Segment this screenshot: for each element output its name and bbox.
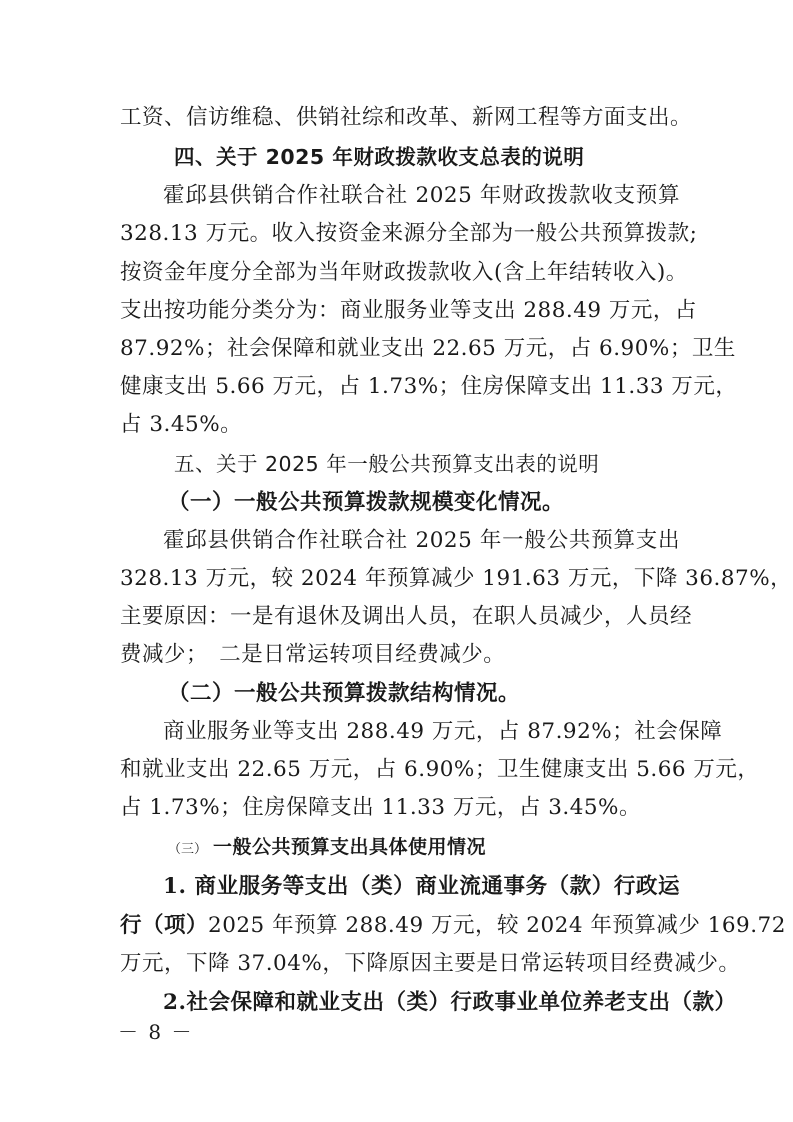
paragraph-line: 占 3.45%。: [120, 412, 243, 437]
paragraph-line: 健康支出 5.66 万元，占 1.73%；住房保障支出 11.33 万元，: [120, 374, 738, 399]
paragraph-line: 主要原因：一是有退休及调出人员，在职人员减少，人员经: [120, 604, 693, 629]
paragraph-line: 商业服务业等支出 288.49 万元，占 87.92%；社会保障: [163, 719, 723, 744]
paragraph-line: [120, 911, 786, 941]
paragraph-line: 霍邱县供销合作社联合社 2025 年财政拨款收支预算: [163, 183, 680, 208]
paragraph-line: 占 1.73%；住房保障支出 11.33 万元，占 3.45%。: [120, 795, 641, 820]
paragraph-line: 费减少； 二是日常运转项目经费减少。: [120, 642, 506, 667]
subsection-title: 一般公共预算支出具体使用情况: [213, 836, 487, 858]
paragraph-line: 工资、信访维稳、供销社综和改革、新网工程等方面支出。: [120, 105, 693, 130]
item-body: 2025 年预算 288.49 万元，较 2024 年预算减少 169.72: [208, 913, 786, 938]
page-number: － 8 －: [118, 1020, 194, 1044]
paragraph-line: 霍邱县供销合作社联合社 2025 年一般公共预算支出: [163, 528, 680, 553]
subsection-heading-3: [168, 832, 728, 865]
paragraph-line: 万元，下降 37.04%，下降原因主要是日常运转项目经费减少。: [120, 951, 741, 976]
section-heading-5: 五、关于 2025 年一般公共预算支出表的说明: [174, 452, 600, 476]
subsection-heading-1: （一）一般公共预算拨款规模变化情况。: [168, 490, 565, 515]
paragraph-line: 328.13 万元。收入按资金来源分全部为一般公共预算拨款;: [120, 221, 698, 246]
paragraph-line: 87.92%；社会保障和就业支出 22.65 万元，占 6.90%；卫生: [120, 336, 736, 361]
paragraph-line: 支出按功能分类分为：商业服务业等支出 288.49 万元，占: [120, 298, 697, 323]
paragraph-line: 按资金年度分全部为当年财政拨款收入(含上年结转收入)。: [120, 260, 688, 285]
subsection-number: （三）: [168, 842, 208, 857]
item-heading-1: 1. 商业服务等支出（类）商业流通事务（款）行政运: [163, 874, 680, 899]
subsection-heading-2: （二）一般公共预算拨款结构情况。: [168, 681, 521, 706]
paragraph-line: 和就业支出 22.65 万元，占 6.90%；卫生健康支出 5.66 万元，: [120, 757, 760, 782]
section-heading-4: 四、关于 2025 年财政拨款收支总表的说明: [174, 145, 585, 169]
item-heading-1-cont: 行（项）: [120, 913, 209, 938]
paragraph-line: 328.13 万元，较 2024 年预算减少 191.63 万元，下降 36.87%，: [120, 566, 793, 591]
item-heading-2: 2.社会保障和就业支出（类）行政事业单位养老支出（款）: [163, 990, 737, 1015]
